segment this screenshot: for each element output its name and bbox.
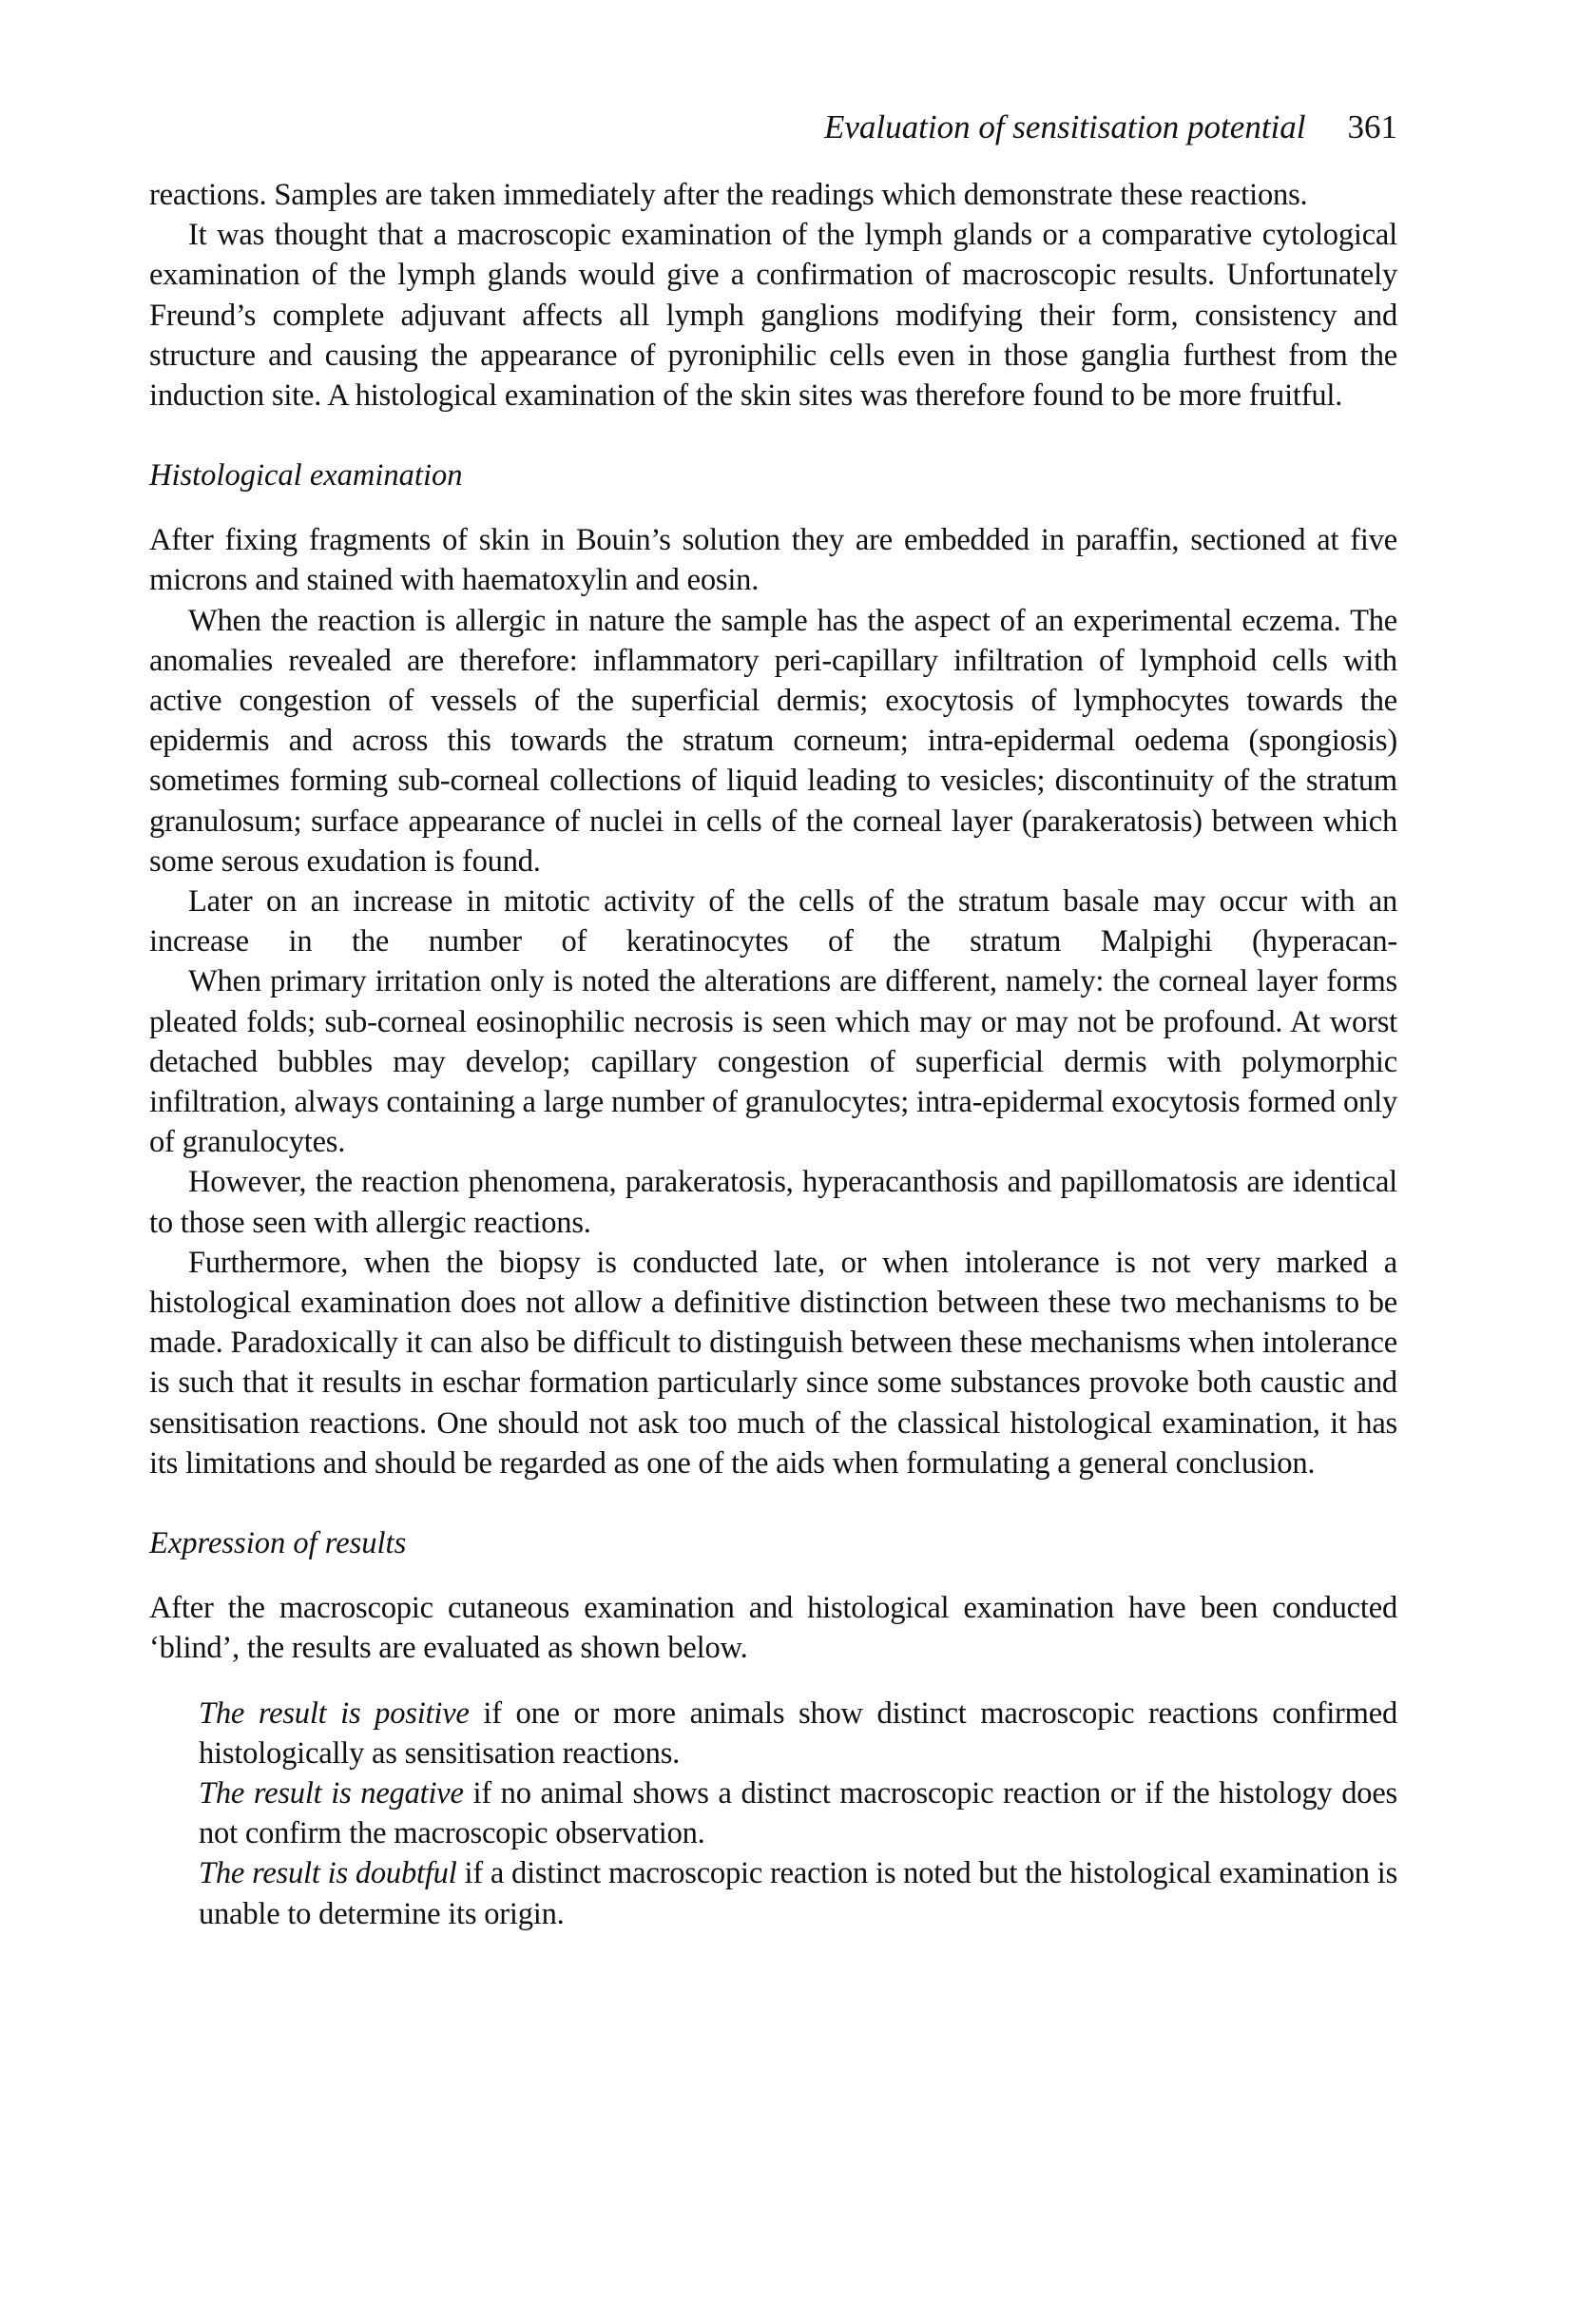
paragraph-blind-evaluation: After the macroscopic cutaneous examination and histological examination have been conducted ‘blind’, the results are evaluated as shown below. [149,1591,1397,1666]
result-description: if a distinct macroscopic reaction is noted but the histological examination is unable to determine its origin. [199,1856,1398,1931]
paragraph-fixing-fragments: After fixing fragments of skin in Bouin’s solution they are embedded in paraffin, sectioned at five microns and stained with haematoxylin and eosin. [149,523,1397,598]
result-term: The result is positive [199,1695,470,1731]
result-description: if one or more animals show distinct macroscopic reactions confirmed histologically as sensitisation reactions. [199,1695,1398,1771]
paragraph-lymph-glands: It was thought that a macroscopic examination of the lymph glands or a comparative cytological examination of the lymph glands would give a confirmation of macroscopic results. Unfortunately Freund’s complete adjuvant affects all lymph ganglions modifying their form, consistency and structure and causing the appearance of pyroniphilic cells even in those ganglia furthest from the induction site. A histological examination of the skin sites was therefore found to be more fruitful. [149,218,1397,414]
spacer [149,1669,1397,1694]
running-title: Evaluation of sensitisation potential [823,108,1306,145]
document-page [149,107,1397,1934]
result-criteria-list [149,1694,1397,1934]
paragraph-intro-continuation: reactions. Samples are taken immediately after the readings which demonstrate these reactions. [149,178,1308,212]
result-criterion-doubtful [199,1853,1397,1933]
result-criterion-positive [199,1694,1397,1773]
running-header [149,107,1397,148]
paragraph-primary-irritation: When primary irritation only is noted the alterations are different, namely: the corneal layer forms pleated folds; sub-corneal eosinophilic necrosis is seen which may or may not be profound. At worst detached bubbles may develop; capillary congestion of superficial dermis with polymorphic infiltration, always containing a large number of granulocytes; intra-epidermal exocytosis formed only of granulocytes. [149,964,1397,1160]
spacer [149,1483,1397,1523]
result-term: The result is negative [199,1775,464,1811]
paragraph-mitotic-activity: Later on an increase in mitotic activity of the cells of the stratum basale may occur with an increase in the number of keratinocytes of the stratum Malpighi (hyperacan- [149,884,1397,959]
page-number: 361 [1347,108,1397,145]
paragraph-allergic-reaction: When the reaction is allergic in nature the sample has the aspect of an experimental eczema. The anomalies revealed are therefore: inflammatory peri-capillary infiltration of lymphoid cells with active congestion of vessels of the superficial dermis; exocytosis of lymphocytes towards the epidermis and across this towards the stratum corneum; intra-epidermal oedema (spongiosis) sometimes forming sub-corneal collections of liquid leading to vesicles; discontinuity of the stratum granulosum; surface appearance of nuclei in cells of the corneal layer (parakeratosis) between which some serous exudation is found. [149,603,1397,879]
result-criterion-negative [199,1773,1397,1853]
result-description: if no animal shows a distinct macroscopic reaction or if the histology does not confirm the macroscopic observation. [199,1775,1397,1851]
spacer [149,416,1397,455]
result-term: The result is doubtful [199,1856,457,1891]
spacer [149,495,1397,520]
paragraph-late-biopsy: Furthermore, when the biopsy is conducted late, or when intolerance is not very marked a histological examination does not allow a definitive distinction between these two mechanisms to be made. Paradoxically it can also be difficult to distinguish between these mechanisms when intolerance is such that it results in eschar formation particularly since some substances provoke both caustic and sensitisation reactions. One should not ask too much of the classical histological examination, it has its limitations and should be regarded as one of the aids when formulating a general conclusion. [149,1245,1397,1481]
paragraph-reaction-phenomena: However, the reaction phenomena, parakeratosis, hyperacanthosis and papillomatosis are identical to those seen with allergic reactions. [149,1165,1397,1240]
spacer [149,1563,1397,1588]
section-heading-expression-of-results: Expression of results [149,1526,407,1561]
section-heading-histological-examination: Histological examination [149,458,463,494]
